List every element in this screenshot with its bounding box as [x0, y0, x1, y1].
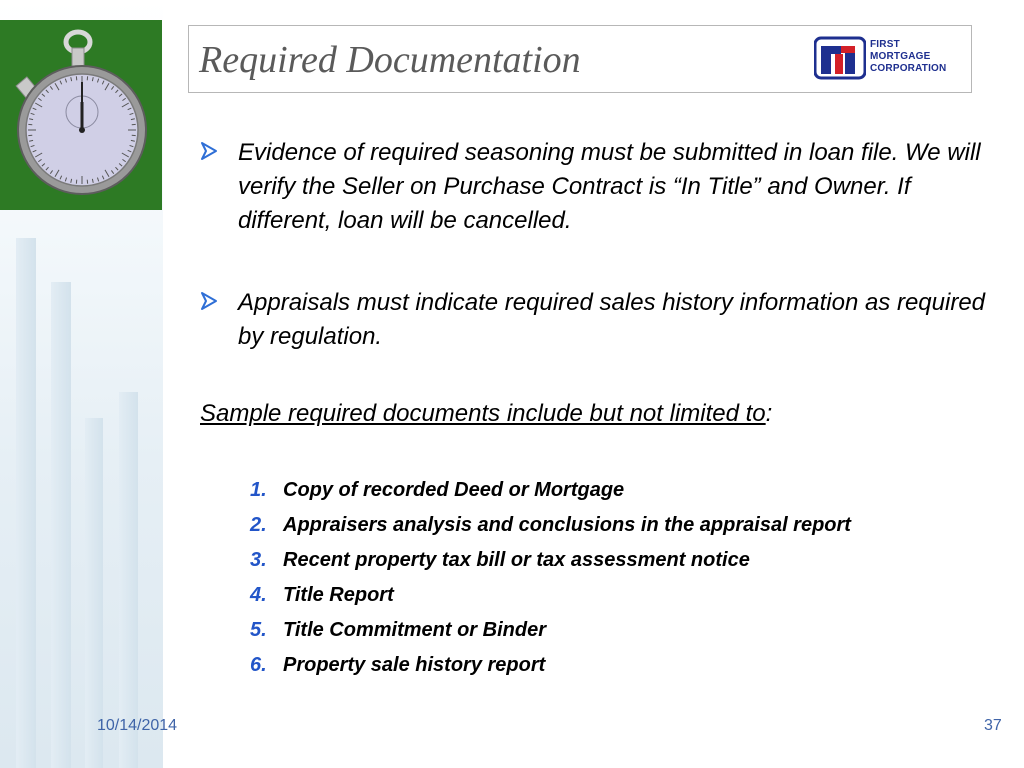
document-list: [250, 476, 990, 686]
list-item: [250, 581, 990, 616]
list-number: 4.: [250, 584, 267, 606]
arrow-bullet-icon: [200, 291, 218, 311]
list-item: [250, 476, 990, 511]
logo-line: CORPORATION: [870, 63, 947, 74]
list-text: Title Commitment or Binder: [283, 619, 546, 641]
sample-heading-suffix: :: [765, 400, 773, 427]
decor-bar: [16, 238, 36, 768]
bullet-item: [200, 136, 990, 238]
company-logo-icon: [814, 36, 866, 80]
bullet-item: [200, 286, 990, 354]
list-number: 5.: [250, 619, 267, 641]
decor-bar: [85, 418, 103, 768]
list-item: [250, 511, 990, 546]
list-number: 2.: [250, 514, 267, 536]
list-text: Copy of recorded Deed or Mortgage: [283, 479, 625, 501]
list-item: [250, 651, 990, 686]
footer-date: 10/14/2014: [97, 717, 178, 734]
page-title: Required Documentation: [199, 39, 581, 81]
list-text: Property sale history report: [283, 654, 546, 676]
logo-line: MORTGAGE: [870, 51, 931, 62]
sample-heading: [200, 400, 772, 428]
bullet-text: Appraisals must indicate required sales history information as required by regulation.: [238, 289, 986, 350]
stopwatch-picture: [0, 20, 162, 210]
logo-line: FIRST: [870, 39, 900, 50]
list-number: 3.: [250, 549, 267, 571]
logo-wordmark: [870, 39, 960, 75]
list-item: [250, 616, 990, 651]
bullet-text: Evidence of required seasoning must be submitted in loan file. We will verify the Seller on Purchase Contract is “In Title” and Owner. If different, loan will be cancelled.: [238, 139, 981, 234]
bullet-list: [200, 136, 990, 354]
arrow-bullet-icon: [200, 141, 218, 161]
page-number: 37: [984, 717, 1002, 734]
list-text: Appraisers analysis and conclusions in the appraisal report: [283, 514, 851, 536]
decor-bar: [119, 392, 138, 768]
list-text: Recent property tax bill or tax assessment notice: [283, 549, 750, 571]
sample-heading-text: Sample required documents include but not limited to: [200, 400, 766, 427]
title-box: [188, 25, 972, 93]
decor-bar: [51, 282, 71, 768]
list-item: [250, 546, 990, 581]
company-logo: [814, 36, 959, 82]
list-text: Title Report: [283, 584, 394, 606]
list-number: 6.: [250, 654, 267, 676]
stopwatch-icon: [0, 20, 162, 210]
list-number: 1.: [250, 479, 267, 501]
